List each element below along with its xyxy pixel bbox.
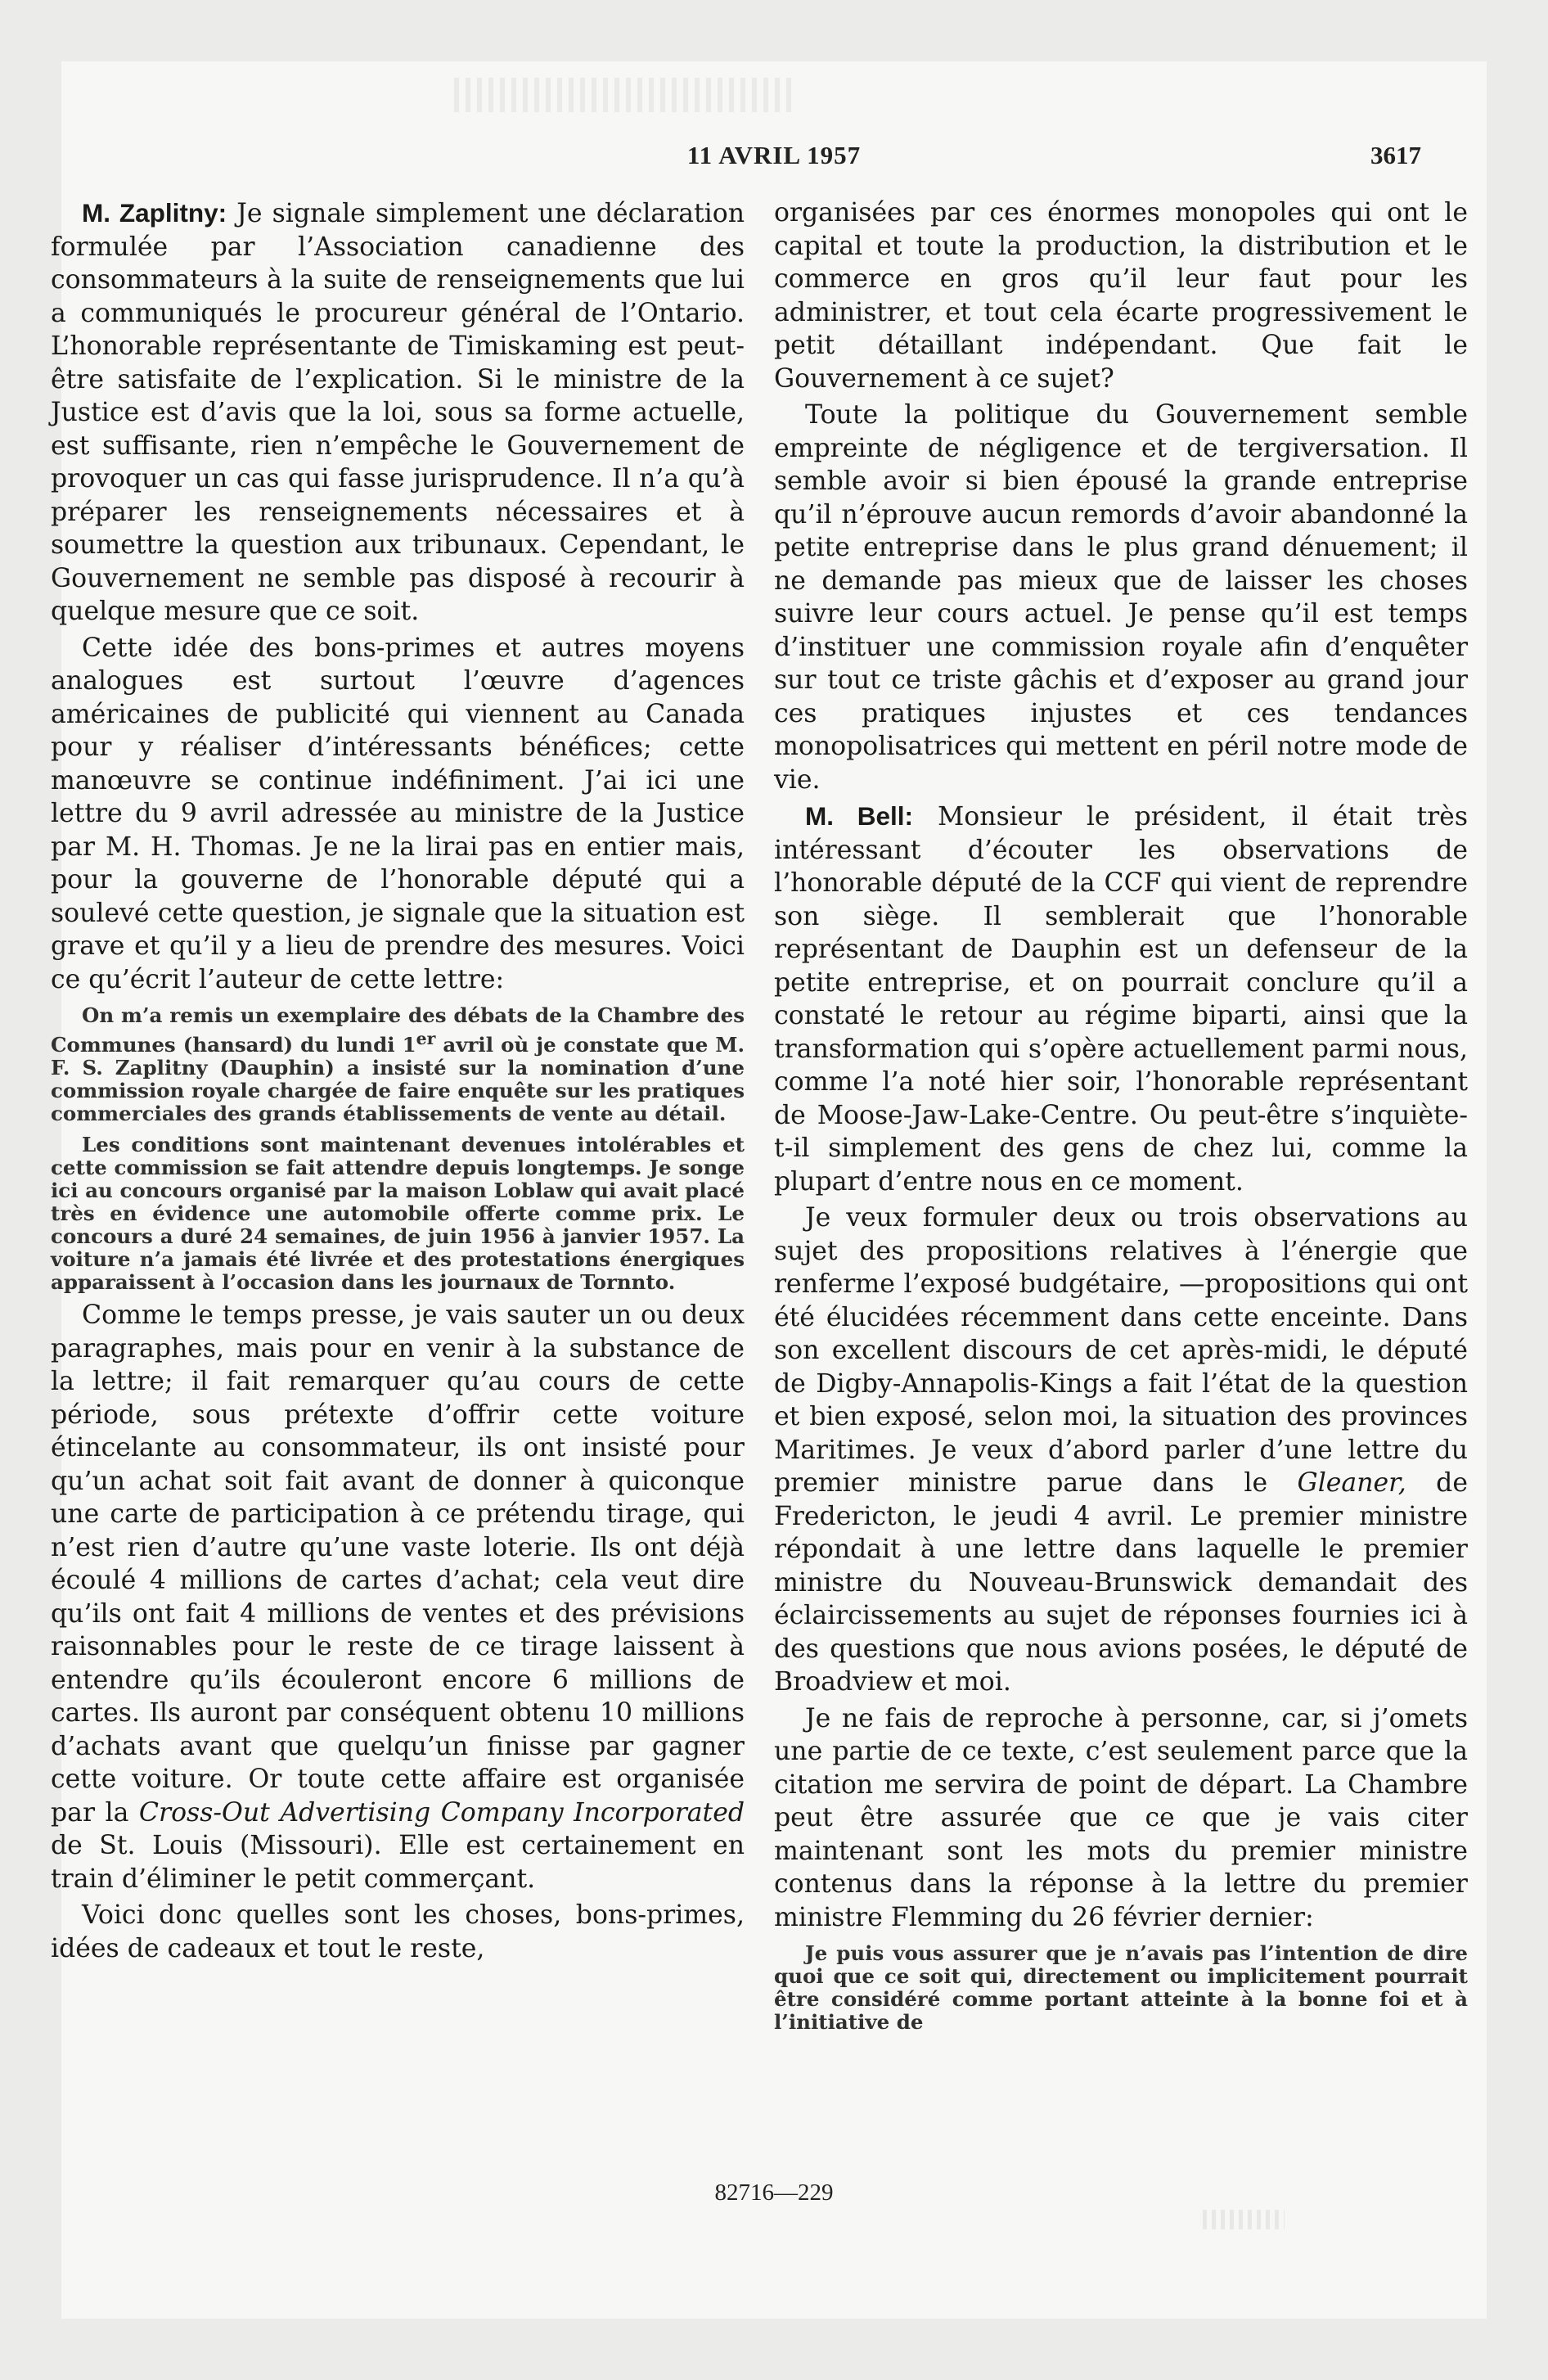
speaker-name: M. Zaplitny: [82,198,227,228]
letter-quote: Je puis vous assurer que je n’avais pas l’intention de dire quoi que ce soit qui, directement ou implicitement pourrait être considéré comme portant atteinte à la bonne foi et à l’initiative de [774,1941,1468,2034]
paragraph: Cette idée des bons-primes et autres moyens analogues est surtout l’œuvre d’agences américaines de publicité qui viennent au Canada pour y réaliser d’intéressants bénéfices; cette manœuvre se continue indéfiniment. J’ai ici une lettre du 9 avril adressée au ministre de la Justice par M. H. Thomas. Je ne la lirai pas en entier mais, pour la gouverne de l’honorable député qui a soulevé cette question, je signale que la situation est grave et qu’il y a lieu de prendre des mesures. Voici ce qu’écrit l’auteur de cette lettre: [51,633,745,994]
paragraph: Voici donc quelles sont les choses, bons-primes, idées de cadeaux et tout le reste, [51,1900,745,1963]
printing-reference: 82716—229 [714,2179,834,2206]
newspaper-name: Gleaner, [1297,1468,1406,1498]
page-header [0,141,1548,174]
right-column [774,196,1468,2039]
paragraph-text: Monsieur le président, il était très intéressant d’écouter les observations de l’honorable député de la CCF qui vient de reprendre son siège. Il semblerait que l’honorable représentant de Dauphin est un defenseur de la petite entreprise, et on pourrait conclure qu’il a constaté le retour au régime biparti, ainsi que la transformation qui s’opère actuellement parmi nous, comme l’a noté hier soir, l’honorable représentant de Moose-Jaw-Lake-Centre. Ou peut-être s’inquiète-t-il simplement des gens de chez lui, comme la plupart d’entre nous en ce moment. [774,802,1468,1197]
paragraph: organisées par ces énormes monopoles qui ont le capital et toute la production, la distribution et le commerce en gros qu’il leur faut pour les administrer, et tout cela écarte progressivement le petit détaillant indépendant. Que fait le Gouvernement à ce sujet? [774,198,1468,394]
page-number: 3617 [1370,141,1421,169]
letter-quote: Les conditions sont maintenant devenues intolérables et cette commission se fait attendre depuis longtemps. Je songe ici au concours organisé par la maison Loblaw qui avait placé très en évidence une automobile offerte comme prix. Le concours a duré 24 semaines, de juin 1956 à janvier 1957. La voiture n’a jamais été livrée et des protestations énergiques apparaissent à l’occasion dans les journaux de Tornnto. [51,1133,745,1295]
paragraph [774,800,1468,1198]
paragraph: Toute la politique du Gouvernement semble empreinte de négligence et de tergiversation. Il semble avoir si bien épousé la grande entreprise qu’il n’éprouve aucun remords d’avoir abandonné la petite entreprise dans le plus grand dénuement; il ne demande pas mieux que de laisser les choses suivre leur cours actuel. Je pense qu’il est temps d’instituer une commission royale afin d’enquêter sur tout ce triste gâchis et d’exposer au grand jour ces pratiques injustes et ces tendances monopolisatrices qui mettent en péril notre mode de vie. [774,400,1468,795]
paragraph: Je veux formuler deux ou trois observations au sujet des propositions relatives à l’énergie que renferme l’exposé budgétaire, —propositions qui ont été élucidées récemment dans cette enceinte. Dans son excellent discours de cet après-midi, le député de Digby-Annapolis-Kings a fait l’état de la question et bien exposé, selon moi, la situation des provinces Maritimes. Je veux d’abord parler d’une lettre du premier ministre parue dans le Gleaner, de Fredericton, le jeudi 4 avril. Le premier ministre répondait à une lettre dans laquelle le premier ministre du Nouveau-Brunswick demandait des éclaircissements au sujet de réponses fournies ici à des questions que nous avions posées, le député de Broadview et moi. [774,1203,1468,1697]
paragraph [51,196,745,629]
show-through-text [454,78,798,112]
speaker-name: M. Bell: [805,801,914,831]
paragraph: Comme le temps presse, je vais sauter un ou deux paragraphes, mais pour en venir à la substance de la lettre; il fait remarquer qu’au cours de cette période, sous prétexte d’offrir cette voiture étincelante au consommateur, ils ont insisté pour qu’un achat soit fait avant de donner à quiconque une carte de participation à ce prétendu tirage, qui n’est rien d’autre qu’une vaste loterie. Ils ont déjà écoulé 4 millions de cartes d’achat; cela veut dire qu’ils ont fait 4 millions de ventes et des prévisions raisonnables pour le reste de ce tirage laissent à entendre qu’ils écouleront encore 6 millions de cartes. Ils auront par conséquent obtenu 10 millions d’achats avant que quelqu’un finisse par gagner cette voiture. Or toute cette affaire est organisée par la Cross-Out Advertising Company Incorporated de St. Louis (Missouri). Elle est certainement en train d’éliminer le petit commerçant. [51,1300,745,1894]
paragraph: Je ne fais de reproche à personne, car, si j’omets une partie de ce texte, c’est seulement parce que la citation me servira de point de départ. La Chambre peut être assurée que ce que je vais citer maintenant sont les mots du premier ministre contenus dans la réponse à la lettre du premier ministre Flemming du 26 février dernier: [774,1703,1468,1932]
company-name: Cross-Out Advertising Company Incorporated [138,1797,745,1828]
left-column [51,196,745,1965]
page-date: 11 AVRIL 1957 [686,141,862,169]
paragraph-text: Je signale simplement une déclaration formulée par l’Association canadienne des consommateurs à la suite de renseignements que lui a communiqués le procureur général de l’Ontario. L’honorable représentante de Timiskaming est peut-être satisfaite de l’explication. Si le ministre de la Justice est d’avis que la loi, sous sa forme actuelle, est suffisante, rien n’empêche le Gouvernement de provoquer un cas qui fasse jurisprudence. Il n’a qu’à préparer les renseignements nécessaires et à soumettre la question aux tribunaux. Cependant, le Gouvernement ne semble pas disposé à recourir à quelque mesure que ce soit. [51,199,745,626]
show-through-text [1203,2210,1285,2229]
superscript: er [416,1029,436,1048]
letter-quote: On m’a remis un exemplaire des débats de la Chambre des Communes (hansard) du lundi 1er avril où je constate que M. F. S. Zaplitny (Dauphin) a insisté sur la nomination d’une commission royale chargée de faire enquête sur les pratiques commerciales des grands établissements de vente au détail. [51,1003,745,1126]
